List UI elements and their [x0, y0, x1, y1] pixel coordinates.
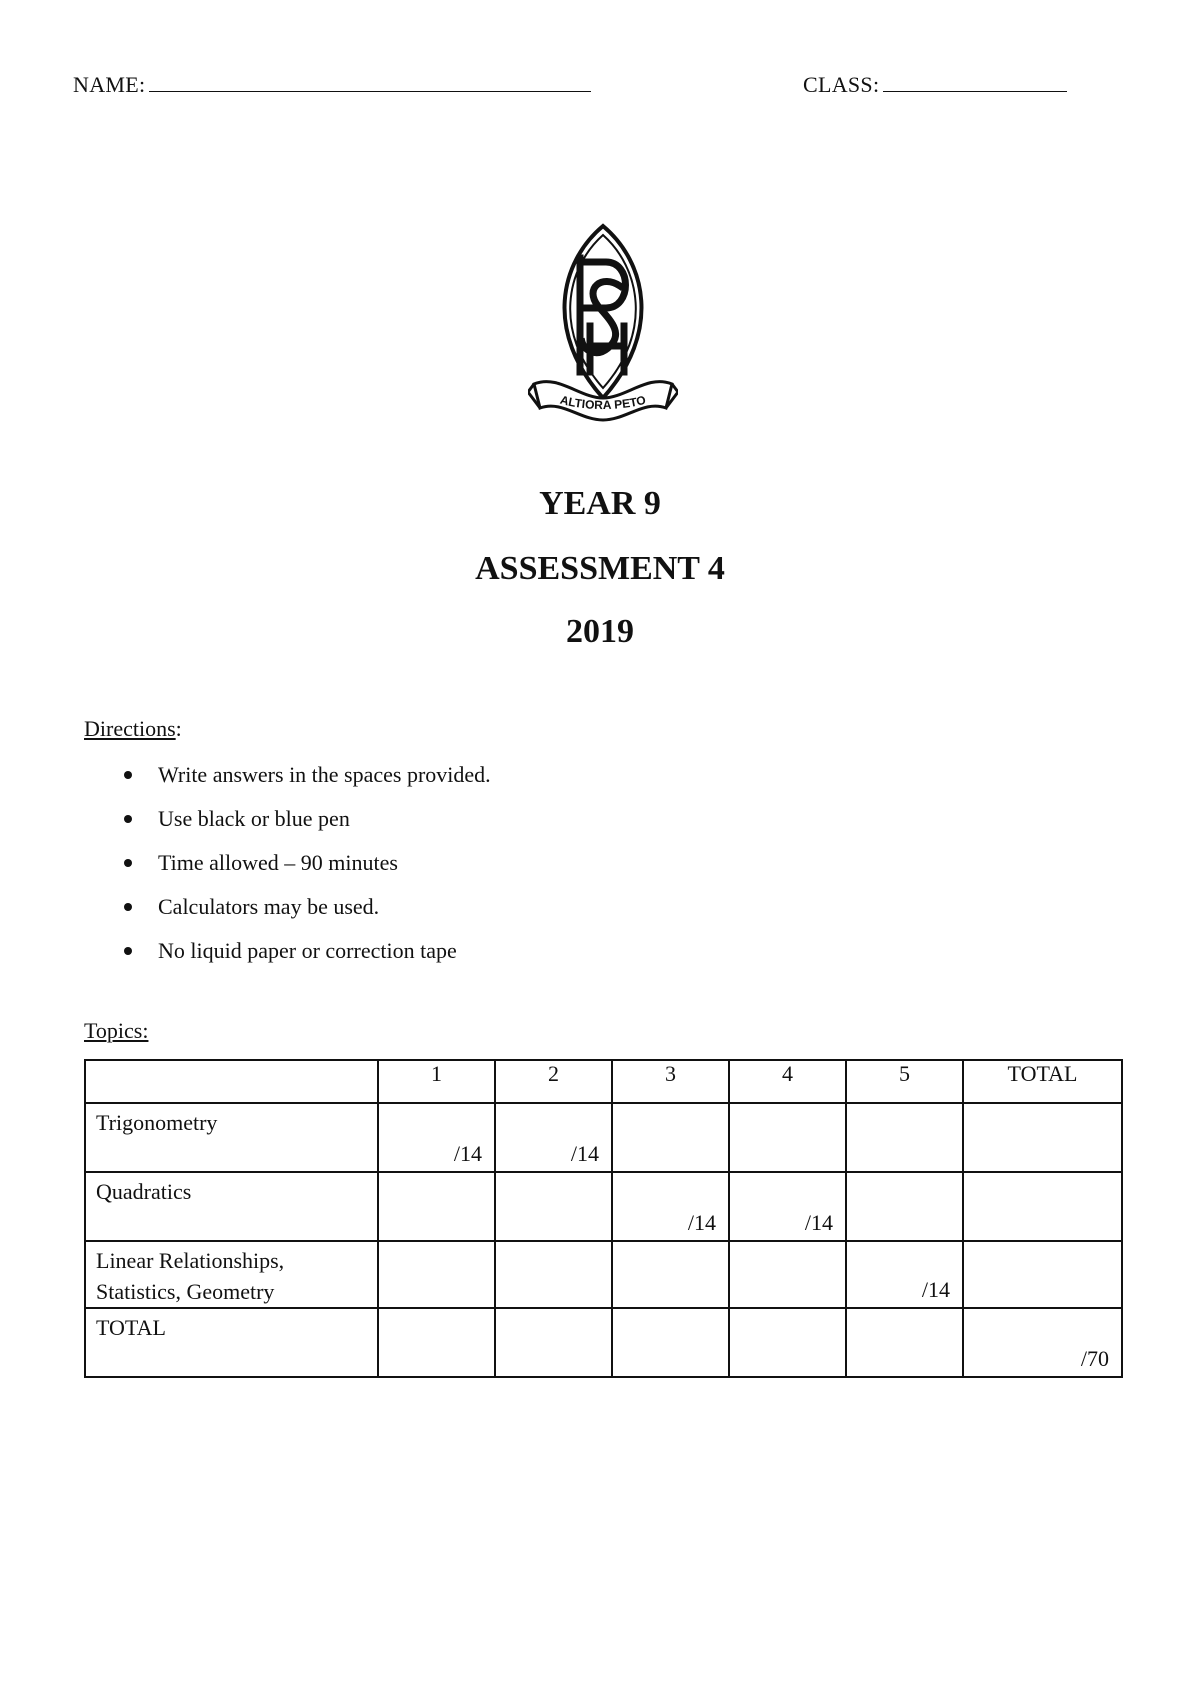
direction-item: Time allowed – 90 minutes — [120, 850, 491, 894]
crest-motto: ALTIORA PETO — [558, 392, 648, 413]
bullet-icon — [124, 903, 132, 911]
mark-cell[interactable] — [612, 1103, 729, 1172]
row-label-cell — [85, 1241, 378, 1308]
topics-heading: Topics: — [84, 1018, 149, 1043]
table-row-linear-statistics-geometry — [85, 1241, 1122, 1308]
mark-cell[interactable] — [846, 1308, 963, 1377]
name-label: NAME: — [73, 72, 146, 97]
row-label: Linear Relationships, Statistics, Geometry — [96, 1248, 285, 1304]
directions-heading: Directions: — [84, 716, 182, 741]
mark-out-of: /14 — [921, 1277, 950, 1302]
mark-cell[interactable] — [963, 1103, 1122, 1172]
direction-item: Write answers in the spaces provided. — [120, 762, 491, 806]
mark-cell[interactable] — [612, 1308, 729, 1377]
mark-cell[interactable] — [729, 1103, 846, 1172]
table-header-row — [85, 1060, 1122, 1103]
mark-out-of: /14 — [687, 1210, 716, 1235]
direction-item: No liquid paper or correction tape — [120, 938, 491, 982]
row-label: Trigonometry — [96, 1110, 218, 1135]
bullet-icon — [124, 771, 132, 779]
grand-total-cell[interactable] — [963, 1308, 1122, 1377]
mark-cell[interactable] — [729, 1172, 846, 1241]
mark-cell[interactable] — [612, 1172, 729, 1241]
mark-cell[interactable] — [963, 1172, 1122, 1241]
mark-cell[interactable] — [378, 1172, 495, 1241]
mark-cell[interactable] — [846, 1172, 963, 1241]
mark-out-of: /14 — [570, 1141, 599, 1166]
mark-cell[interactable] — [378, 1103, 495, 1172]
column-header: 3 — [612, 1060, 729, 1103]
mark-cell[interactable] — [846, 1241, 963, 1308]
column-header: 1 — [378, 1060, 495, 1103]
column-header-total: TOTAL — [963, 1060, 1122, 1103]
name-field — [73, 72, 591, 98]
grand-total-out-of: /70 — [1080, 1346, 1109, 1371]
table-row-trigonometry — [85, 1103, 1122, 1172]
mark-cell[interactable] — [612, 1241, 729, 1308]
directions-list — [120, 762, 491, 982]
class-field — [803, 72, 1067, 98]
mark-cell[interactable] — [495, 1241, 612, 1308]
year-heading: YEAR 9 — [539, 485, 661, 522]
name-input-line[interactable] — [149, 73, 591, 92]
column-header: 4 — [729, 1060, 846, 1103]
bullet-icon — [124, 859, 132, 867]
column-header: 5 — [846, 1060, 963, 1103]
column-header: 2 — [495, 1060, 612, 1103]
row-label-cell — [85, 1103, 378, 1172]
table-row-quadratics — [85, 1172, 1122, 1241]
row-label: Quadratics — [96, 1179, 192, 1204]
mark-cell[interactable] — [378, 1241, 495, 1308]
row-label-cell — [85, 1308, 378, 1377]
mark-cell[interactable] — [495, 1172, 612, 1241]
table-row-total — [85, 1308, 1122, 1377]
mark-out-of: /14 — [804, 1210, 833, 1235]
row-label-cell — [85, 1172, 378, 1241]
bullet-icon — [124, 947, 132, 955]
year-date-heading: 2019 — [566, 613, 634, 650]
mark-cell[interactable] — [729, 1241, 846, 1308]
topics-marks-table — [84, 1059, 1123, 1378]
mark-cell[interactable] — [378, 1308, 495, 1377]
mark-cell[interactable] — [495, 1103, 612, 1172]
mark-cell[interactable] — [729, 1308, 846, 1377]
direction-item: Use black or blue pen — [120, 806, 491, 850]
header-cell-empty — [85, 1060, 378, 1103]
assessment-heading: ASSESSMENT 4 — [475, 550, 725, 587]
bullet-icon — [124, 815, 132, 823]
class-input-line[interactable] — [883, 73, 1067, 92]
row-label: TOTAL — [96, 1315, 166, 1340]
class-label: CLASS: — [803, 72, 880, 97]
mark-out-of: /14 — [453, 1141, 482, 1166]
mark-cell[interactable] — [846, 1103, 963, 1172]
mark-cell[interactable] — [495, 1308, 612, 1377]
direction-item: Calculators may be used. — [120, 894, 491, 938]
mark-cell[interactable] — [963, 1241, 1122, 1308]
school-crest-logo — [528, 222, 678, 432]
